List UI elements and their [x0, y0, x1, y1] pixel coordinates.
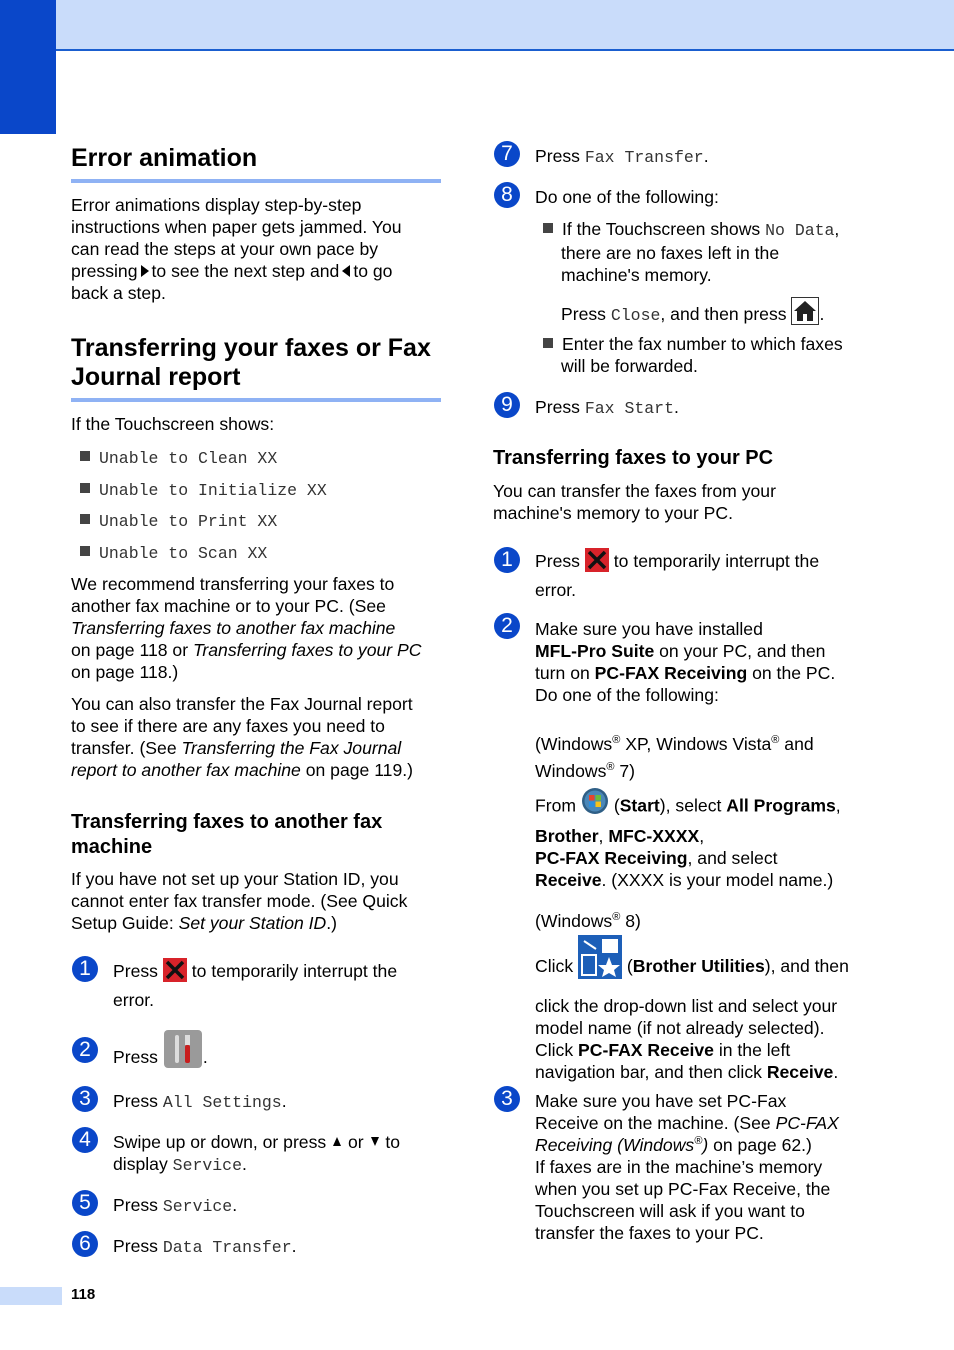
- step-number: 8: [494, 182, 520, 208]
- windows-7-heading: (Windows® XP, Windows Vista® and Windows® 7): [535, 734, 814, 781]
- arrow-left-icon: [342, 265, 350, 277]
- stop-x-icon[interactable]: [585, 548, 609, 572]
- step-8: Do one of the following:: [535, 187, 719, 207]
- step-1: Press to temporarily interrupt the error.: [113, 960, 443, 1011]
- windows-8-instructions: Click (Brother Utilities), and then click the drop-down list and select your model name (if not already selected). Click PC-FAX Receive in the left navigation bar, and then click Receive.: [535, 937, 895, 1083]
- step-2: Press .: [113, 1031, 443, 1086]
- pc-intro: You can transfer the faxes from your machine's memory to your PC.: [493, 481, 776, 523]
- step-number: 5: [72, 1190, 98, 1216]
- pc-section: [493, 446, 873, 471]
- error-animation-body: Error animations display step-by-step instructions when paper gets jammed. You can read the steps at your own pace by pressing to see the next step and to go back a step.: [71, 195, 402, 303]
- pc-step-3: Make sure you have set PC-Fax Receive on the machine. (See PC-FAX Receiving (Windows®) on page 62.) If faxes are in the machine’s memory when you set up PC-Fax Receive, the Touchscreen will ask if you want to transfer the faxes to your PC.: [535, 1091, 839, 1243]
- stop-x-icon[interactable]: [163, 958, 187, 982]
- windows-7-instructions: From (Start), select All Programs, Brother, MFC-XXXX, PC-FAX Receiving, and select Receive. (XXXX is your model name.): [535, 789, 875, 891]
- another-fax-title: Transferring faxes to another fax machine: [71, 811, 383, 858]
- arrow-down-icon: [371, 1137, 379, 1146]
- chapter-tab: [0, 0, 56, 134]
- step-number: 2: [494, 613, 520, 639]
- step-5: Press Service.: [113, 1195, 238, 1216]
- list-item: Enter the fax number to which faxes will be forwarded.: [543, 333, 873, 377]
- step-number: 3: [72, 1086, 98, 1112]
- list-item: If the Touchscreen shows No Data, there are no faxes left in the machine's memory.: [543, 218, 873, 286]
- step-number: 9: [494, 392, 520, 418]
- page-number: 118: [71, 1286, 96, 1303]
- home-icon[interactable]: [791, 297, 819, 330]
- step-number: 4: [72, 1127, 98, 1153]
- pc-step-2: Make sure you have installed MFL-Pro Suite on your PC, and then turn on PC-FAX Receiving on the PC. Do one of the following:: [535, 619, 836, 705]
- page-number-bar: [0, 1287, 62, 1305]
- transfer-title: Transferring your faxes or Fax Journal report: [71, 334, 431, 391]
- step-4: Swipe up or down, or press or to display Service.: [113, 1132, 401, 1175]
- station-id-paragraph: If you have not set up your Station ID, you cannot enter fax transfer mode. (See Quick Setup Guide: Set your Station ID.): [71, 869, 408, 933]
- title-rule: [71, 398, 441, 402]
- list-item: Unable to Initialize XX: [80, 478, 327, 502]
- pc-step-1: Press to temporarily interrupt the error.: [535, 550, 875, 601]
- step-6: Press Data Transfer.: [113, 1236, 297, 1257]
- press-close-line: Press Close, and then press .: [561, 299, 881, 332]
- another-fax-section: [71, 810, 451, 860]
- windows-start-icon[interactable]: [581, 787, 609, 823]
- header-bar: [0, 0, 954, 51]
- title-rule: [71, 179, 441, 183]
- tools-icon[interactable]: [163, 1029, 203, 1084]
- step-number: 3: [494, 1086, 520, 1112]
- brother-utilities-icon[interactable]: [578, 935, 622, 996]
- step-3: Press All Settings.: [113, 1091, 287, 1112]
- step-number: 1: [72, 956, 98, 982]
- step-number: 1: [494, 547, 520, 573]
- transfer-section: [71, 334, 441, 402]
- pc-title: Transferring faxes to your PC: [493, 447, 774, 469]
- transfer-intro: If the Touchscreen shows:: [71, 414, 275, 434]
- error-animation-title: Error animation: [71, 144, 258, 172]
- step-7: Press Fax Transfer.: [535, 146, 709, 167]
- journal-paragraph: You can also transfer the Fax Journal report to see if there are any faxes you need to transfer. (See Transferring the Fax Journal report to another fax machine on page 119.): [71, 694, 413, 780]
- step-number: 7: [494, 141, 520, 167]
- step-number: 2: [72, 1037, 98, 1063]
- list-item: Unable to Print XX: [80, 509, 277, 533]
- recommend-paragraph: We recommend transferring your faxes to another fax machine or to your PC. (See Transferring faxes to another fax machine on page 118 or Transferring faxes to your PC on page 118.): [71, 574, 422, 682]
- step-number: 6: [72, 1231, 98, 1257]
- step-9: Press Fax Start.: [535, 397, 679, 418]
- arrow-right-icon: [141, 265, 149, 277]
- list-item: Unable to Clean XX: [80, 446, 277, 470]
- list-item: Unable to Scan XX: [80, 541, 267, 565]
- left-column: [71, 144, 441, 183]
- arrow-up-icon: [333, 1137, 341, 1146]
- windows-8-heading: (Windows® 8): [535, 911, 641, 931]
